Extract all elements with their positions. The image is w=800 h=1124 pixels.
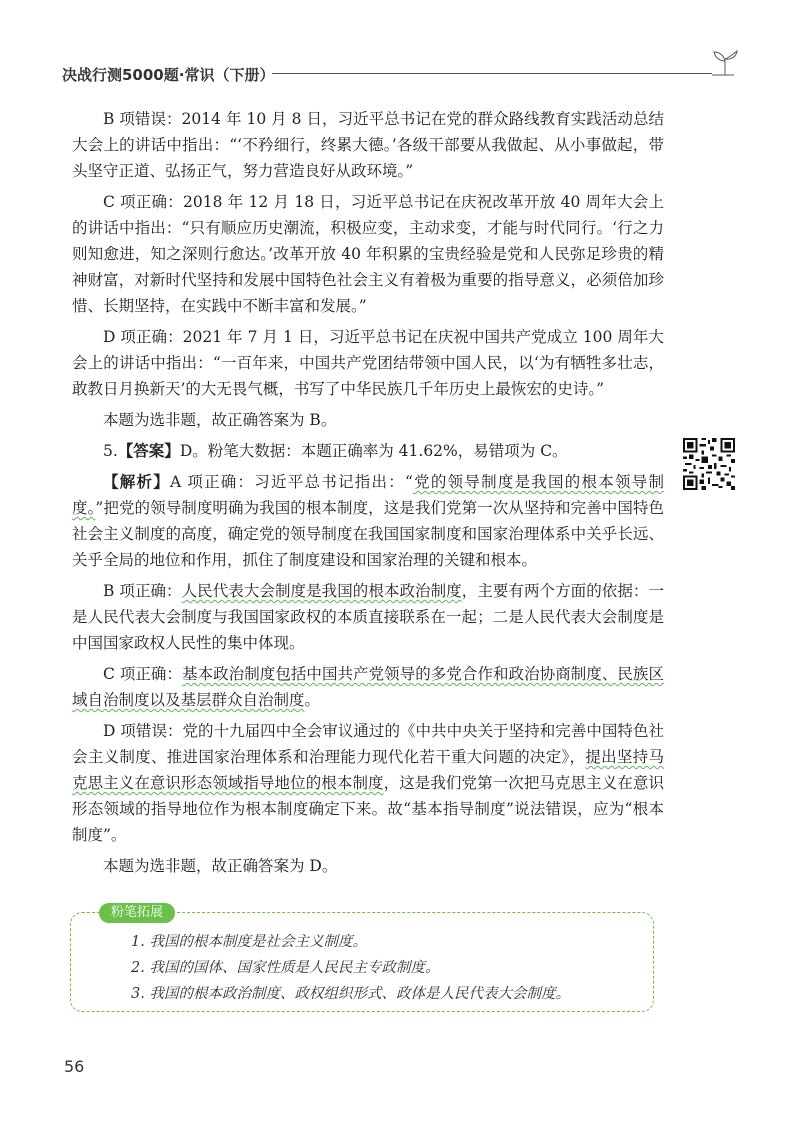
paragraph-b-wrong: B 项错误：2014 年 10 月 8 日，习近平总书记在党的群众路线教育实践活动总结大会上的讲话中指出：“‘不矜细行，终累大德。’各级干部要从我做起、从小事做起，带头坚守正道、弘扬正气，努力营造良好从政环境。” [72, 110, 664, 180]
page-header [62, 62, 742, 86]
extension-item-1: 1. 我国的根本制度是社会主义制度。 [131, 934, 367, 950]
analysis-b-lead: B 项正确： [103, 582, 182, 600]
extension-item-3: 3. 我国的根本政治制度、政权组织形式、政体是人民代表大会制度。 [131, 986, 570, 1002]
extension-item-2: 2. 我国的国体、国家性质是人民民主专政制度。 [131, 960, 440, 976]
extension-tag: 粉笔拓展 [99, 903, 175, 923]
analysis-b [72, 578, 664, 656]
page-number: 56 [64, 1057, 85, 1076]
analysis-c-lead: C 项正确： [103, 665, 183, 683]
analysis-c [72, 661, 664, 713]
analysis-label: 【解析】 [103, 472, 170, 491]
analysis-b-key: 人民代表大会制度是我国的根本政治制度 [181, 582, 462, 600]
analysis-a-key: 党的领导制度是我国的根本领导制度。 [72, 473, 664, 517]
analysis-d [72, 718, 664, 848]
answer-line-5 [72, 438, 664, 464]
answer-explanation [72, 106, 664, 884]
analysis-b-rest: ，主要有两个方面的依据：一是人民代表大会制度与我国国家政权的本质直接联系在一起；二是人民代表大会制度是中国国家政权人民性的集中体现。 [72, 582, 664, 652]
book-title: 决战行测5000题·常识（下册） [62, 66, 275, 84]
qr-code-icon[interactable] [683, 438, 735, 490]
analysis-d-key: 提出坚持马克思主义在意识形态领域指导地位的根本制度 [72, 748, 664, 792]
extension-box [70, 905, 654, 1012]
analysis-c-rest: 。 [304, 691, 321, 709]
analysis-d-rest: ，这是我们党第一次把马克思主义在意识形态领域的指导地位作为根本制度确定下来。故“基本指导制度”说法错误，应为“根本制度”。 [72, 774, 664, 844]
paragraph-c-correct: C 项正确：2018 年 12 月 18 日，习近平总书记在庆祝改革开放 40 周年大会上的讲话中指出：“只有顺应历史潮流，积极应变，主动求变，才能与时代同行。‘行之力则知愈进，知之深则行愈达。’改革开放 40 年积累的宝贵经验是党和人民弥足珍贵的精神财富，对新时代坚持和发展中国特色社会主义有着极为重要的指导意义，必须倍加珍惜、长期坚持，在实践中不断丰富和发展。” [72, 193, 664, 315]
analysis-a-lead: A 项正确：习近平总书记指出：“ [169, 473, 413, 491]
analysis-a-rest: ”把党的领导制度明确为我国的根本制度，这是我们党第一次从坚持和完善中国特色社会主义制度的高度，确定党的领导制度在我国国家制度和国家治理体系中关乎长远、关乎全局的地位和作用，抓住了制度建设和国家治理的关键和根本。 [72, 499, 664, 569]
header-rule [272, 73, 712, 74]
question-number: 5. [103, 442, 118, 460]
sprout-icon [708, 48, 742, 76]
analysis-a [72, 469, 664, 573]
conclusion-5: 本题为选非题，故正确答案为 D。 [103, 857, 338, 875]
conclusion-4: 本题为选非题，故正确答案为 B。 [103, 411, 337, 429]
answer-text: D。粉笔大数据：本题正确率为 41.62%，易错项为 C。 [179, 442, 568, 460]
analysis-c-key: 基本政治制度包括中国共产党领导的多党合作和政治协商制度、民族区域自治制度以及基层群众自治制度 [72, 665, 664, 709]
analysis-d-lead: D 项错误：党的十九届四中全会审议通过的《中共中央关于坚持和完善中国特色社会主义制度、推进国家治理体系和治理能力现代化若干重大问题的决定》， [72, 722, 664, 766]
extension-list [131, 929, 570, 1007]
paragraph-d-correct: D 项正确：2021 年 7 月 1 日，习近平总书记在庆祝中国共产党成立 100 周年大会上的讲话中指出：“一百年来，中国共产党团结带领中国人民，以‘为有牺牲多壮志，敢教日月换新天’的大无畏气概，书写了中华民族几千年历史上最恢宏的史诗。” [72, 328, 664, 398]
answer-label: 【答案】 [117, 441, 180, 460]
